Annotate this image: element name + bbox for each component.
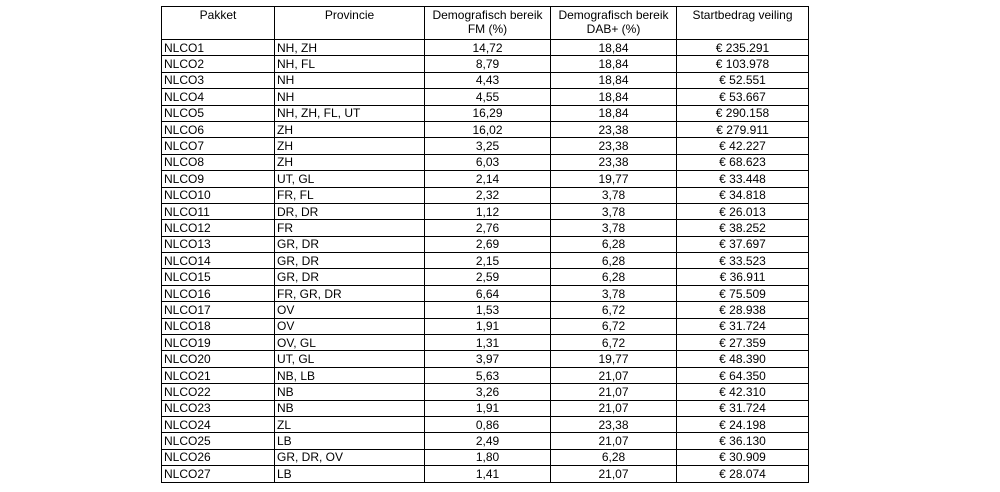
table-row: [162, 154, 809, 170]
fm-reach-cell: 3,25: [425, 138, 551, 154]
dab-reach-cell: 23,38: [551, 416, 677, 432]
fm-reach-cell: 3,97: [425, 351, 551, 367]
dab-reach-cell: 6,28: [551, 269, 677, 285]
table-row: [162, 105, 809, 121]
pakket-cell: NLCO24: [162, 416, 275, 432]
start-amount-cell: € 33.523: [677, 253, 809, 269]
table-row: [162, 56, 809, 72]
provincie-cell: FR, FL: [275, 187, 425, 203]
pakket-cell: NLCO12: [162, 220, 275, 236]
dab-reach-cell: 23,38: [551, 138, 677, 154]
pakket-cell: NLCO10: [162, 187, 275, 203]
provincie-cell: DR, DR: [275, 203, 425, 219]
start-amount-cell: € 37.697: [677, 236, 809, 252]
provincie-cell: GR, DR, OV: [275, 449, 425, 465]
dab-reach-cell: 23,38: [551, 121, 677, 137]
table-row: [162, 121, 809, 137]
provincie-cell: FR, GR, DR: [275, 285, 425, 301]
pakket-cell: NLCO23: [162, 400, 275, 416]
start-amount-cell: € 27.359: [677, 335, 809, 351]
table-row: [162, 285, 809, 301]
pakket-cell: NLCO26: [162, 449, 275, 465]
pakket-cell: NLCO5: [162, 105, 275, 121]
table-row: [162, 302, 809, 318]
start-amount-cell: € 53.667: [677, 89, 809, 105]
provincie-cell: LB: [275, 466, 425, 482]
start-amount-cell: € 42.310: [677, 384, 809, 400]
dab-reach-cell: 21,07: [551, 400, 677, 416]
fm-reach-cell: 2,49: [425, 433, 551, 449]
provincie-cell: NB: [275, 384, 425, 400]
fm-reach-cell: 4,55: [425, 89, 551, 105]
dab-reach-cell: 6,72: [551, 318, 677, 334]
table-row: [162, 40, 809, 56]
dab-reach-cell: 18,84: [551, 72, 677, 88]
start-amount-cell: € 28.074: [677, 466, 809, 482]
start-amount-cell: € 26.013: [677, 203, 809, 219]
fm-reach-cell: 1,31: [425, 335, 551, 351]
column-header-start-amount: Startbedrag veiling: [677, 7, 809, 40]
fm-reach-cell: 1,53: [425, 302, 551, 318]
start-amount-cell: € 36.130: [677, 433, 809, 449]
pakket-cell: NLCO25: [162, 433, 275, 449]
pakket-cell: NLCO3: [162, 72, 275, 88]
fm-reach-cell: 6,64: [425, 285, 551, 301]
start-amount-cell: € 38.252: [677, 220, 809, 236]
start-amount-cell: € 33.448: [677, 171, 809, 187]
header-row: [162, 7, 809, 40]
table-row: [162, 400, 809, 416]
pakket-cell: NLCO20: [162, 351, 275, 367]
start-amount-cell: € 42.227: [677, 138, 809, 154]
pakket-cell: NLCO11: [162, 203, 275, 219]
fm-reach-cell: 2,76: [425, 220, 551, 236]
table-row: [162, 203, 809, 219]
table-row: [162, 449, 809, 465]
table-row: [162, 253, 809, 269]
table-row: [162, 269, 809, 285]
fm-reach-cell: 1,41: [425, 466, 551, 482]
fm-reach-cell: 16,29: [425, 105, 551, 121]
fm-reach-cell: 2,69: [425, 236, 551, 252]
column-header-pakket: Pakket: [162, 7, 275, 40]
fm-reach-cell: 6,03: [425, 154, 551, 170]
fm-reach-cell: 16,02: [425, 121, 551, 137]
dab-reach-cell: 21,07: [551, 466, 677, 482]
table-row: [162, 384, 809, 400]
provincie-cell: UT, GL: [275, 171, 425, 187]
start-amount-cell: € 75.509: [677, 285, 809, 301]
provincie-cell: GR, DR: [275, 253, 425, 269]
column-header-dab-reach: Demografisch bereik DAB+ (%): [551, 7, 677, 40]
table-row: [162, 433, 809, 449]
start-amount-cell: € 31.724: [677, 400, 809, 416]
dab-reach-cell: 18,84: [551, 40, 677, 56]
auction-packages-table: [161, 6, 809, 483]
table-row: [162, 335, 809, 351]
table-row: [162, 466, 809, 482]
provincie-cell: NH, FL: [275, 56, 425, 72]
pakket-cell: NLCO19: [162, 335, 275, 351]
provincie-cell: FR: [275, 220, 425, 236]
fm-reach-cell: 2,59: [425, 269, 551, 285]
fm-reach-cell: 1,80: [425, 449, 551, 465]
dab-reach-cell: 3,78: [551, 187, 677, 203]
pakket-cell: NLCO9: [162, 171, 275, 187]
fm-reach-cell: 0,86: [425, 416, 551, 432]
start-amount-cell: € 103.978: [677, 56, 809, 72]
dab-reach-cell: 21,07: [551, 367, 677, 383]
column-header-fm-reach: Demografisch bereik FM (%): [425, 7, 551, 40]
start-amount-cell: € 34.818: [677, 187, 809, 203]
start-amount-cell: € 31.724: [677, 318, 809, 334]
dab-reach-cell: 3,78: [551, 285, 677, 301]
start-amount-cell: € 48.390: [677, 351, 809, 367]
pakket-cell: NLCO22: [162, 384, 275, 400]
fm-reach-cell: 5,63: [425, 367, 551, 383]
provincie-cell: UT, GL: [275, 351, 425, 367]
table-row: [162, 367, 809, 383]
fm-reach-cell: 1,91: [425, 400, 551, 416]
pakket-cell: NLCO2: [162, 56, 275, 72]
start-amount-cell: € 36.911: [677, 269, 809, 285]
provincie-cell: GR, DR: [275, 236, 425, 252]
table-header: [162, 7, 809, 40]
provincie-cell: ZH: [275, 121, 425, 137]
fm-reach-cell: 2,14: [425, 171, 551, 187]
dab-reach-cell: 6,28: [551, 236, 677, 252]
fm-reach-cell: 1,91: [425, 318, 551, 334]
provincie-cell: ZL: [275, 416, 425, 432]
start-amount-cell: € 30.909: [677, 449, 809, 465]
start-amount-cell: € 279.911: [677, 121, 809, 137]
provincie-cell: LB: [275, 433, 425, 449]
dab-reach-cell: 3,78: [551, 203, 677, 219]
dab-reach-cell: 6,28: [551, 449, 677, 465]
fm-reach-cell: 1,12: [425, 203, 551, 219]
pakket-cell: NLCO6: [162, 121, 275, 137]
pakket-cell: NLCO1: [162, 40, 275, 56]
table-row: [162, 138, 809, 154]
dab-reach-cell: 18,84: [551, 56, 677, 72]
pakket-cell: NLCO27: [162, 466, 275, 482]
provincie-cell: NB, LB: [275, 367, 425, 383]
dab-reach-cell: 6,28: [551, 253, 677, 269]
provincie-cell: OV, GL: [275, 335, 425, 351]
start-amount-cell: € 52.551: [677, 72, 809, 88]
table-row: [162, 318, 809, 334]
fm-reach-cell: 14,72: [425, 40, 551, 56]
dab-reach-cell: 19,77: [551, 351, 677, 367]
provincie-cell: NH, ZH, FL, UT: [275, 105, 425, 121]
dab-reach-cell: 21,07: [551, 433, 677, 449]
table-row: [162, 236, 809, 252]
dab-reach-cell: 6,72: [551, 335, 677, 351]
table-row: [162, 72, 809, 88]
provincie-cell: OV: [275, 302, 425, 318]
column-header-provincie: Provincie: [275, 7, 425, 40]
table-body: [162, 40, 809, 483]
start-amount-cell: € 68.623: [677, 154, 809, 170]
pakket-cell: NLCO8: [162, 154, 275, 170]
dab-reach-cell: 23,38: [551, 154, 677, 170]
pakket-cell: NLCO4: [162, 89, 275, 105]
provincie-cell: ZH: [275, 138, 425, 154]
pakket-cell: NLCO14: [162, 253, 275, 269]
fm-reach-cell: 8,79: [425, 56, 551, 72]
pakket-cell: NLCO18: [162, 318, 275, 334]
pakket-cell: NLCO7: [162, 138, 275, 154]
table-row: [162, 187, 809, 203]
provincie-cell: GR, DR: [275, 269, 425, 285]
provincie-cell: NH: [275, 89, 425, 105]
dab-reach-cell: 3,78: [551, 220, 677, 236]
pakket-cell: NLCO15: [162, 269, 275, 285]
pakket-cell: NLCO21: [162, 367, 275, 383]
dab-reach-cell: 18,84: [551, 105, 677, 121]
pakket-cell: NLCO16: [162, 285, 275, 301]
fm-reach-cell: 3,26: [425, 384, 551, 400]
dab-reach-cell: 19,77: [551, 171, 677, 187]
fm-reach-cell: 2,32: [425, 187, 551, 203]
start-amount-cell: € 24.198: [677, 416, 809, 432]
table-row: [162, 416, 809, 432]
table-row: [162, 220, 809, 236]
table-row: [162, 351, 809, 367]
provincie-cell: NH: [275, 72, 425, 88]
dab-reach-cell: 6,72: [551, 302, 677, 318]
fm-reach-cell: 2,15: [425, 253, 551, 269]
fm-reach-cell: 4,43: [425, 72, 551, 88]
dab-reach-cell: 18,84: [551, 89, 677, 105]
start-amount-cell: € 64.350: [677, 367, 809, 383]
start-amount-cell: € 28.938: [677, 302, 809, 318]
table-row: [162, 171, 809, 187]
provincie-cell: ZH: [275, 154, 425, 170]
provincie-cell: OV: [275, 318, 425, 334]
provincie-cell: NB: [275, 400, 425, 416]
provincie-cell: NH, ZH: [275, 40, 425, 56]
pakket-cell: NLCO17: [162, 302, 275, 318]
start-amount-cell: € 235.291: [677, 40, 809, 56]
table-row: [162, 89, 809, 105]
start-amount-cell: € 290.158: [677, 105, 809, 121]
pakket-cell: NLCO13: [162, 236, 275, 252]
dab-reach-cell: 21,07: [551, 384, 677, 400]
